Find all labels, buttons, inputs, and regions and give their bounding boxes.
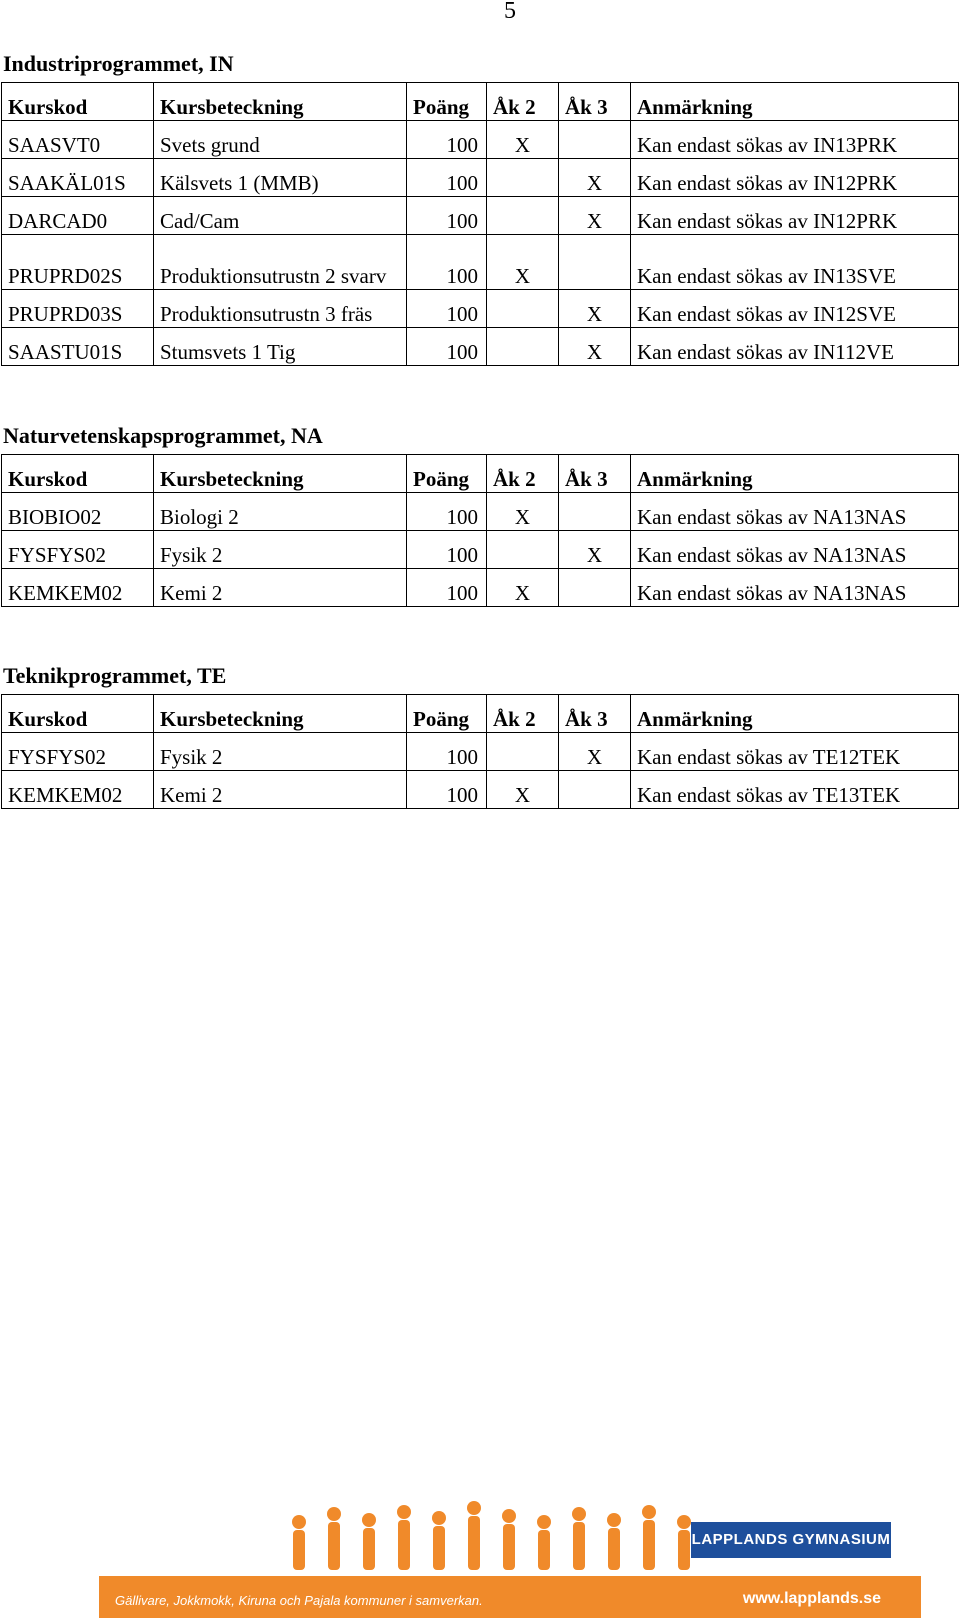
header-points: Poäng bbox=[407, 695, 487, 733]
course-code: FYSFYS02 bbox=[2, 531, 154, 569]
brand-logo: LAPPLANDS GYMNASIUM bbox=[691, 1522, 891, 1558]
footer-url[interactable]: www.lapplands.se bbox=[742, 1590, 881, 1607]
course-table bbox=[1, 82, 959, 366]
course-year2 bbox=[487, 328, 559, 366]
header-points: Poäng bbox=[407, 455, 487, 493]
course-table bbox=[1, 454, 959, 607]
course-code: PRUPRD03S bbox=[2, 290, 154, 328]
course-year2: X bbox=[487, 493, 559, 531]
section-title: Naturvetenskapsprogrammet, NA bbox=[3, 423, 323, 448]
header-year3: Åk 3 bbox=[559, 83, 631, 121]
course-name: Kemi 2 bbox=[154, 569, 407, 607]
course-code: FYSFYS02 bbox=[2, 733, 154, 771]
table-header-row bbox=[2, 695, 959, 733]
course-note: Kan endast sökas av TE13TEK bbox=[631, 771, 959, 809]
course-year3: X bbox=[559, 290, 631, 328]
table-row bbox=[2, 290, 959, 328]
course-code: DARCAD0 bbox=[2, 197, 154, 235]
header-year3: Åk 3 bbox=[559, 455, 631, 493]
course-year2 bbox=[487, 290, 559, 328]
header-note: Anmärkning bbox=[631, 695, 959, 733]
page-number: 5 bbox=[504, 0, 516, 24]
course-note: Kan endast sökas av NA13NAS bbox=[631, 493, 959, 531]
header-year2: Åk 2 bbox=[487, 83, 559, 121]
table-row bbox=[2, 159, 959, 197]
table-row bbox=[2, 531, 959, 569]
header-name: Kursbeteckning bbox=[154, 455, 407, 493]
course-name: Kemi 2 bbox=[154, 771, 407, 809]
course-note: Kan endast sökas av TE12TEK bbox=[631, 733, 959, 771]
course-code: SAAKÄL01S bbox=[2, 159, 154, 197]
section-natur bbox=[1, 418, 958, 607]
header-note: Anmärkning bbox=[631, 455, 959, 493]
course-points: 100 bbox=[407, 197, 487, 235]
course-year3: X bbox=[559, 159, 631, 197]
header-name: Kursbeteckning bbox=[154, 695, 407, 733]
header-points: Poäng bbox=[407, 83, 487, 121]
course-code: PRUPRD02S bbox=[2, 235, 154, 290]
course-name: Svets grund bbox=[154, 121, 407, 159]
people-silhouettes-icon bbox=[279, 1500, 699, 1580]
table-row bbox=[2, 328, 959, 366]
header-code: Kurskod bbox=[2, 455, 154, 493]
footer-tagline: Gällivare, Jokkmokk, Kiruna och Pajala kommuner i samverkan. bbox=[115, 1593, 483, 1608]
course-name: Kälsvets 1 (MMB) bbox=[154, 159, 407, 197]
header-code: Kurskod bbox=[2, 83, 154, 121]
course-name: Biologi 2 bbox=[154, 493, 407, 531]
section-teknik bbox=[1, 658, 958, 809]
course-note: Kan endast sökas av NA13NAS bbox=[631, 569, 959, 607]
course-year2: X bbox=[487, 121, 559, 159]
course-name: Fysik 2 bbox=[154, 733, 407, 771]
course-code: KEMKEM02 bbox=[2, 771, 154, 809]
course-points: 100 bbox=[407, 159, 487, 197]
header-code: Kurskod bbox=[2, 695, 154, 733]
course-year3 bbox=[559, 771, 631, 809]
course-points: 100 bbox=[407, 531, 487, 569]
course-year2: X bbox=[487, 569, 559, 607]
course-code: BIOBIO02 bbox=[2, 493, 154, 531]
course-year2 bbox=[487, 531, 559, 569]
table-row bbox=[2, 733, 959, 771]
course-year3: X bbox=[559, 531, 631, 569]
section-title: Teknikprogrammet, TE bbox=[3, 663, 227, 688]
course-year2: X bbox=[487, 235, 559, 290]
course-points: 100 bbox=[407, 235, 487, 290]
table-header-row bbox=[2, 455, 959, 493]
course-name: Produktionsutrustn 2 svarv bbox=[154, 235, 407, 290]
course-year3 bbox=[559, 493, 631, 531]
course-name: Cad/Cam bbox=[154, 197, 407, 235]
course-year3 bbox=[559, 235, 631, 290]
table-row bbox=[2, 493, 959, 531]
course-points: 100 bbox=[407, 290, 487, 328]
course-year2 bbox=[487, 733, 559, 771]
course-code: SAASTU01S bbox=[2, 328, 154, 366]
course-year3: X bbox=[559, 733, 631, 771]
table-row bbox=[2, 569, 959, 607]
course-code: KEMKEM02 bbox=[2, 569, 154, 607]
course-points: 100 bbox=[407, 121, 487, 159]
course-note: Kan endast sökas av IN13SVE bbox=[631, 235, 959, 290]
table-row bbox=[2, 197, 959, 235]
course-note: Kan endast sökas av IN12PRK bbox=[631, 197, 959, 235]
course-name: Stumsvets 1 Tig bbox=[154, 328, 407, 366]
table-row bbox=[2, 771, 959, 809]
course-year3 bbox=[559, 569, 631, 607]
course-year2 bbox=[487, 159, 559, 197]
course-year3: X bbox=[559, 328, 631, 366]
course-points: 100 bbox=[407, 493, 487, 531]
table-row bbox=[2, 121, 959, 159]
course-note: Kan endast sökas av IN13PRK bbox=[631, 121, 959, 159]
course-note: Kan endast sökas av IN12PRK bbox=[631, 159, 959, 197]
course-year2: X bbox=[487, 771, 559, 809]
course-note: Kan endast sökas av IN12SVE bbox=[631, 290, 959, 328]
course-name: Produktionsutrustn 3 fräs bbox=[154, 290, 407, 328]
header-year3: Åk 3 bbox=[559, 695, 631, 733]
table-header-row bbox=[2, 83, 959, 121]
course-year3 bbox=[559, 121, 631, 159]
header-name: Kursbeteckning bbox=[154, 83, 407, 121]
course-points: 100 bbox=[407, 733, 487, 771]
course-name: Fysik 2 bbox=[154, 531, 407, 569]
course-note: Kan endast sökas av NA13NAS bbox=[631, 531, 959, 569]
course-points: 100 bbox=[407, 771, 487, 809]
section-title: Industriprogrammet, IN bbox=[3, 51, 234, 76]
course-note: Kan endast sökas av IN112VE bbox=[631, 328, 959, 366]
course-year2 bbox=[487, 197, 559, 235]
course-table bbox=[1, 694, 959, 809]
table-row bbox=[2, 235, 959, 290]
header-note: Anmärkning bbox=[631, 83, 959, 121]
section-industri bbox=[1, 46, 958, 366]
header-year2: Åk 2 bbox=[487, 695, 559, 733]
course-points: 100 bbox=[407, 328, 487, 366]
header-year2: Åk 2 bbox=[487, 455, 559, 493]
course-code: SAASVT0 bbox=[2, 121, 154, 159]
footer-banner bbox=[99, 1500, 921, 1618]
course-year3: X bbox=[559, 197, 631, 235]
course-points: 100 bbox=[407, 569, 487, 607]
